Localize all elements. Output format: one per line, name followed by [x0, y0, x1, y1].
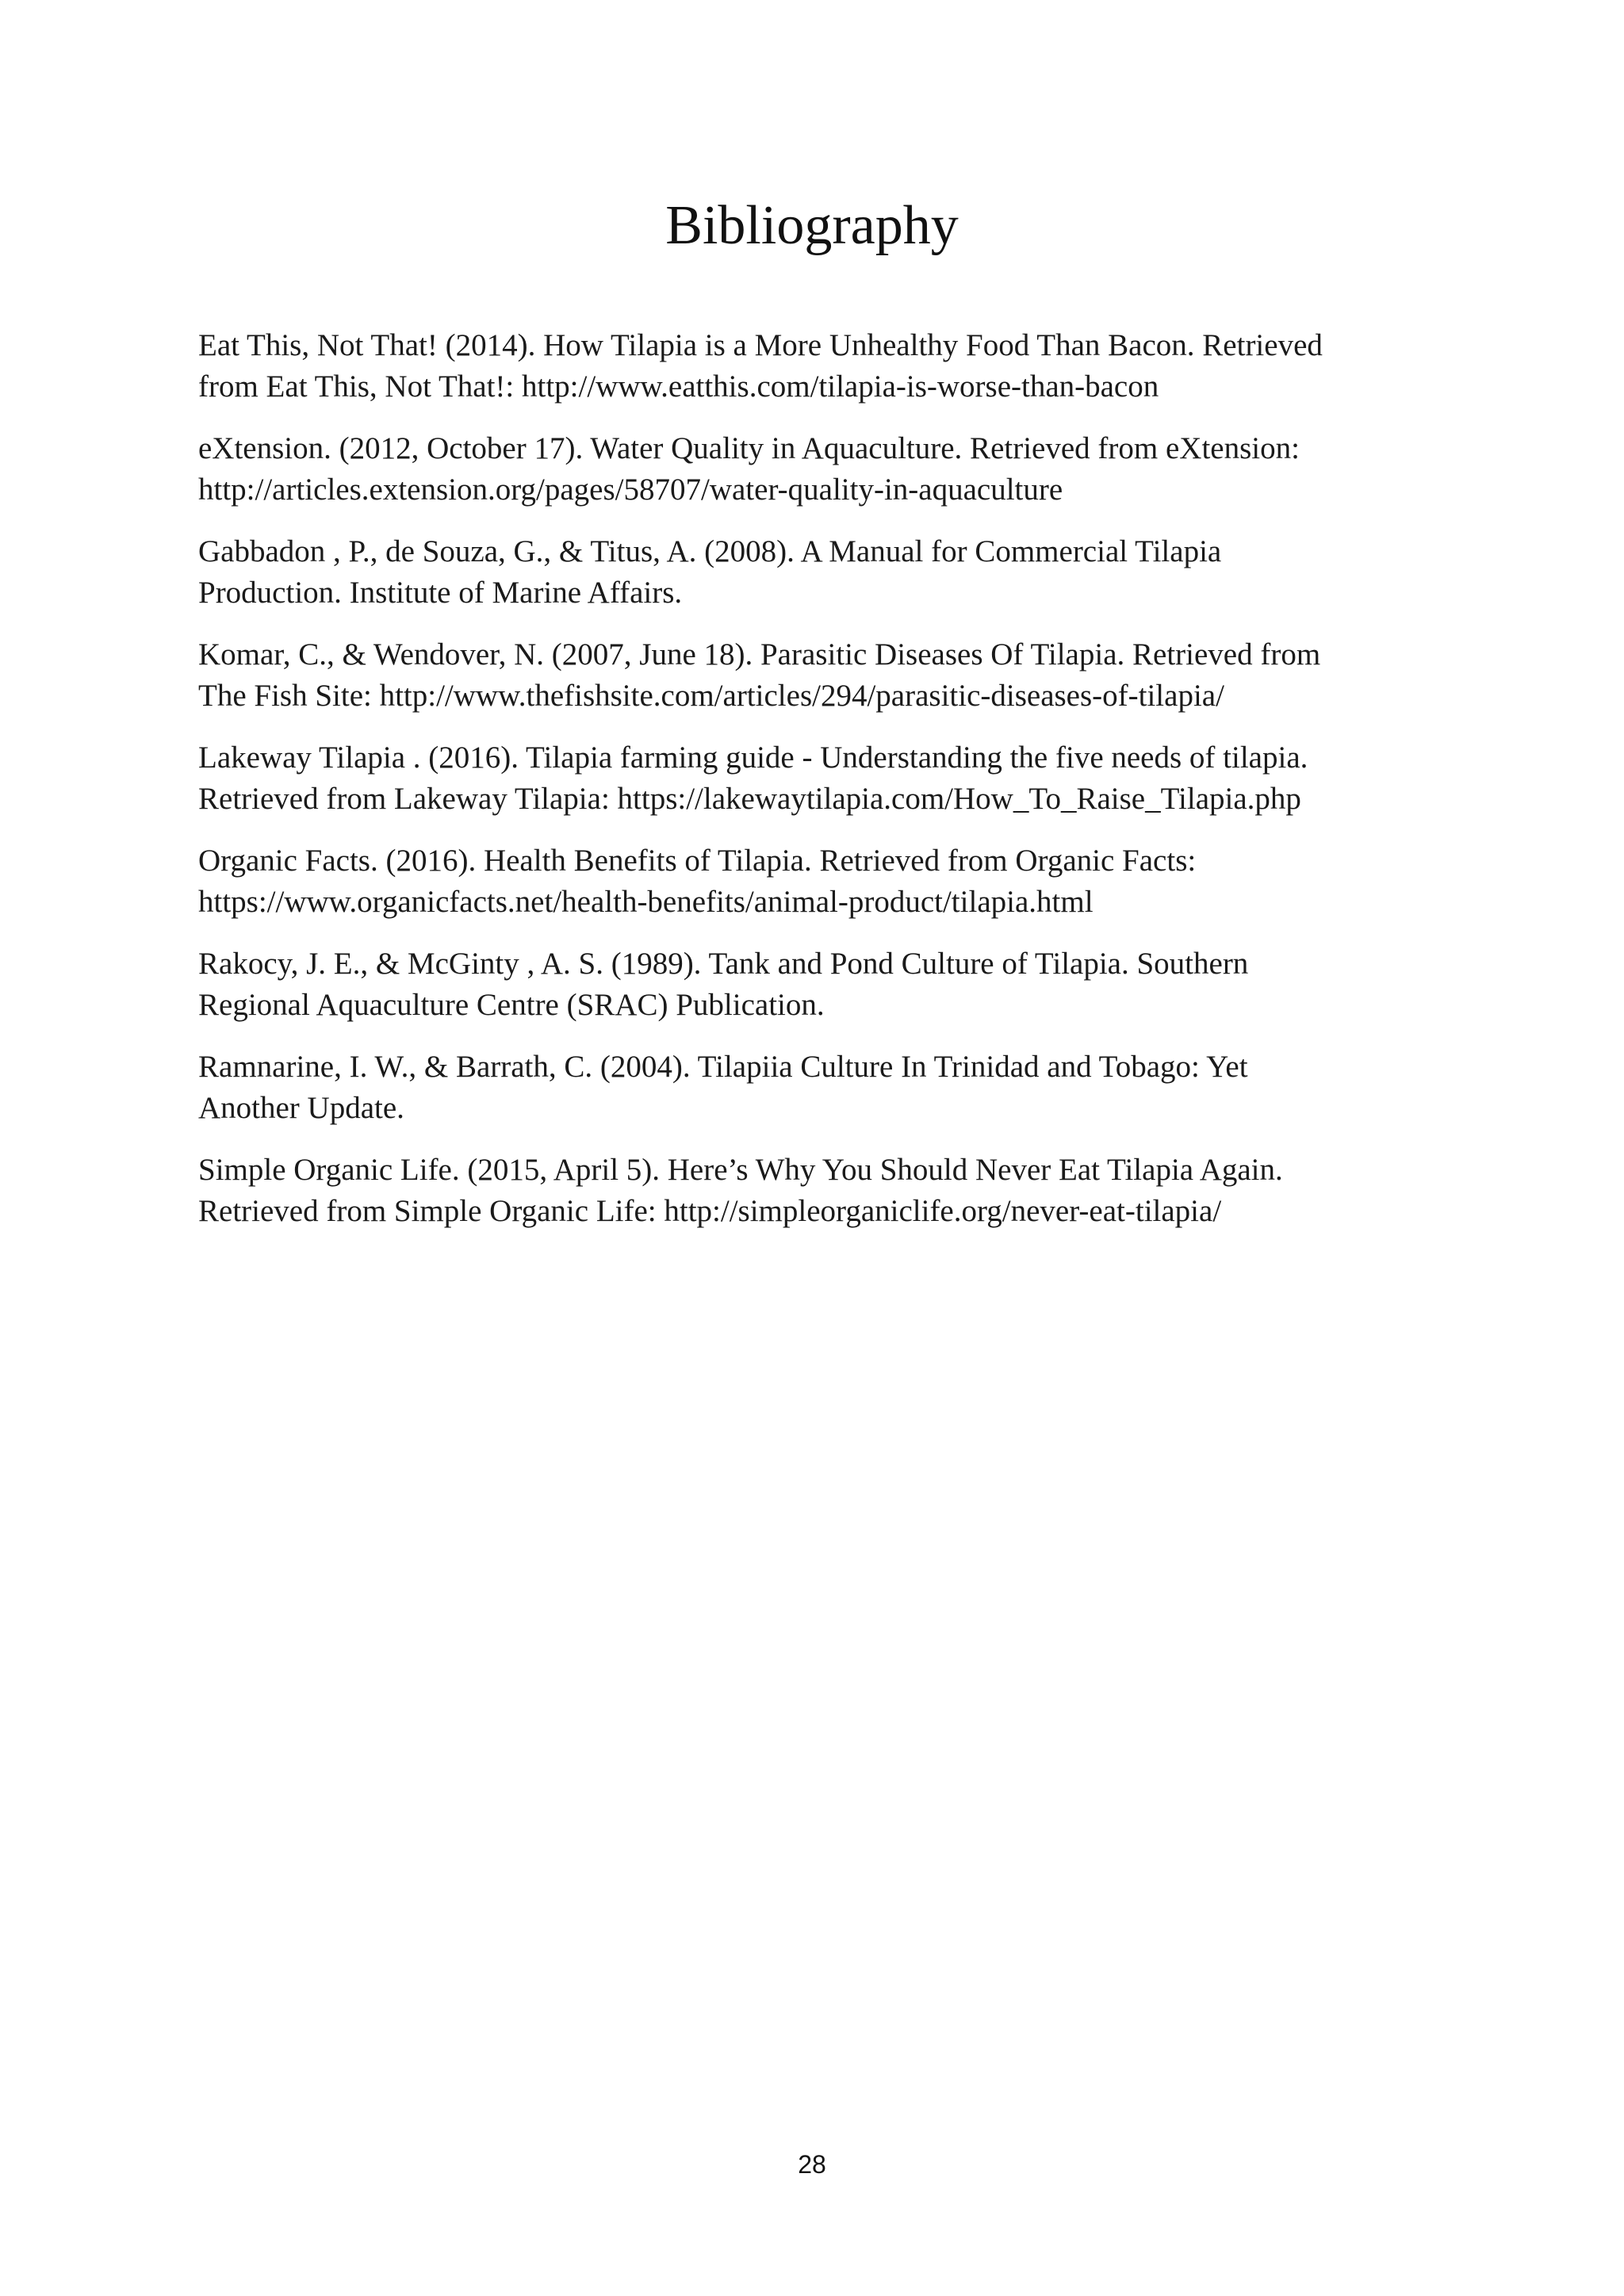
page-number: 28: [798, 2150, 826, 2179]
reference-line: Simple Organic Life. (2015, April 5). Here’s Why You Should Never Eat Tilapia Again.: [198, 1153, 1283, 1187]
reference-entry: [198, 634, 1435, 717]
reference-entry: [198, 325, 1435, 408]
reference-list: [198, 325, 1435, 1253]
reference-line: Another Update.: [198, 1091, 404, 1125]
reference-entry: [198, 737, 1435, 820]
reference-entry: [198, 943, 1435, 1026]
reference-entry: [198, 1150, 1435, 1232]
reference-entry: [198, 840, 1435, 923]
reference-line: Lakeway Tilapia . (2016). Tilapia farming guide - Understanding the five needs of tilapia.: [198, 740, 1308, 775]
reference-line: Retrieved from Simple Organic Life: http://simpleorganiclife.org/never-eat-tilapia/: [198, 1194, 1222, 1228]
reference-line: Regional Aquaculture Centre (SRAC) Publication.: [198, 988, 825, 1022]
reference-line: The Fish Site: http://www.thefishsite.com/articles/294/parasitic-diseases-of-tilapia/: [198, 679, 1224, 713]
reference-line: from Eat This, Not That!: http://www.eatthis.com/tilapia-is-worse-than-bacon: [198, 369, 1159, 404]
reference-line: Eat This, Not That! (2014). How Tilapia is a More Unhealthy Food Than Bacon. Retrieved: [198, 328, 1323, 362]
reference-line: Retrieved from Lakeway Tilapia: https://lakewaytilapia.com/How_To_Raise_Tilapia.php: [198, 782, 1301, 816]
reference-line: Ramnarine, I. W., & Barrath, C. (2004). Tilapiia Culture In Trinidad and Tobago: Yet: [198, 1050, 1248, 1084]
reference-entry: [198, 428, 1435, 511]
reference-line: Komar, C., & Wendover, N. (2007, June 18). Parasitic Diseases Of Tilapia. Retrieved from: [198, 637, 1321, 672]
reference-line: eXtension. (2012, October 17). Water Quality in Aquaculture. Retrieved from eXtension:: [198, 431, 1300, 465]
reference-line: Rakocy, J. E., & McGinty , A. S. (1989). Tank and Pond Culture of Tilapia. Southern: [198, 947, 1249, 981]
reference-entry: [198, 531, 1435, 614]
page-title: Bibliography: [665, 195, 959, 256]
reference-line: https://www.organicfacts.net/health-benefits/animal-product/tilapia.html: [198, 885, 1094, 919]
reference-line: Production. Institute of Marine Affairs.: [198, 576, 683, 610]
reference-line: http://articles.extension.org/pages/58707/water-quality-in-aquaculture: [198, 473, 1063, 507]
reference-line: Organic Facts. (2016). Health Benefits of Tilapia. Retrieved from Organic Facts:: [198, 844, 1197, 878]
reference-entry: [198, 1047, 1435, 1129]
reference-line: Gabbadon , P., de Souza, G., & Titus, A. (2008). A Manual for Commercial Tilapia: [198, 534, 1222, 568]
